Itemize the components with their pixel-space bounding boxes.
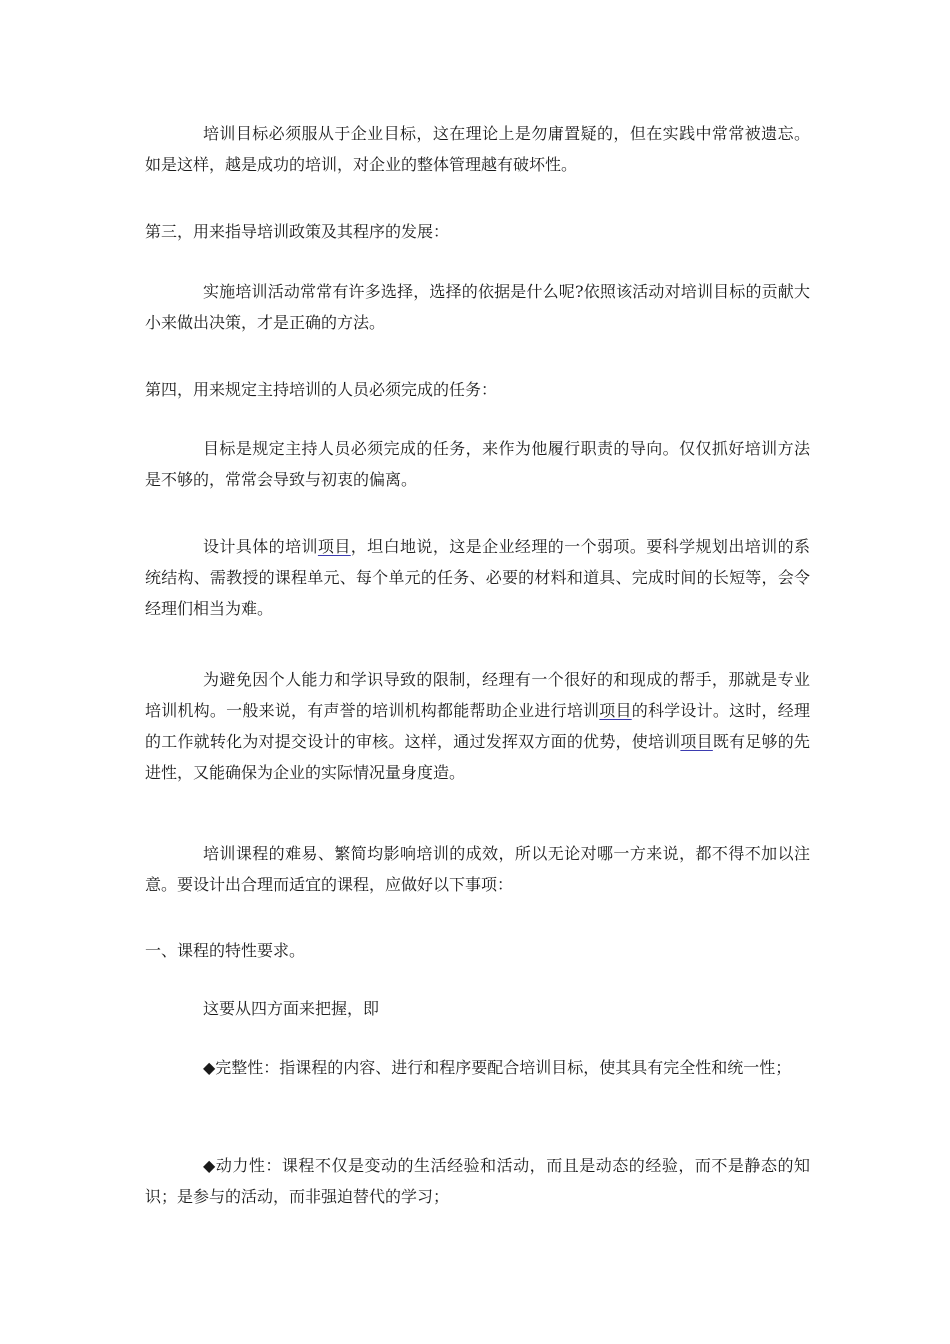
project-link[interactable]: 项目 <box>599 701 632 720</box>
project-link[interactable]: 项目 <box>317 537 351 556</box>
bullet-completeness: ◆完整性：指课程的内容、进行和程序要配合培训目标，使其具有完全性和统一性； <box>203 1058 792 1077</box>
text-segment: 设计具体的培训 <box>203 537 318 556</box>
heading-course-characteristics: 一、课程的特性要求。 <box>145 941 306 960</box>
paragraph-training-goals: 培训目标必须服从于企业目标，这在理论上是勿庸置疑的，但在实践中常常被遗忘。如是这样，越是成功的培训，对企业的整体管理越有破坏性。 <box>145 124 810 174</box>
heading-third-point: 第三，用来指导培训政策及其程序的发展： <box>145 222 450 241</box>
paragraph-training-choices: 实施培训活动常常有许多选择，选择的依据是什么呢?依照该活动对培训目标的贡献大小来做出决策，才是正确的方法。 <box>145 282 810 332</box>
bullet-dynamics: ◆动力性：课程不仅是变动的生活经验和活动，而且是动态的经验，而不是静态的知识；是参与的活动，而非强迫替代的学习； <box>145 1156 810 1206</box>
paragraph-training-agency <box>145 664 810 788</box>
paragraph-project-design <box>145 531 810 624</box>
text-segment: 的科学设计。这时，经理的工作就转化为对提交设计的审核。这样，通过发挥双方面的优势，使培训 <box>145 701 810 751</box>
project-link[interactable]: 项目 <box>680 732 713 751</box>
text-segment: 为避免因个人能力和学识导致的限制，经理有一个很好的和现成的帮手，那就是专业培训机构。一般来说，有声誉的培训机构都能帮助企业进行培训 <box>145 670 810 720</box>
paragraph-host-tasks: 目标是规定主持人员必须完成的任务，来作为他履行职责的导向。仅仅抓好培训方法是不够的，常常会导致与初衷的偏离。 <box>145 439 810 489</box>
heading-fourth-point: 第四，用来规定主持培训的人员必须完成的任务： <box>145 380 498 399</box>
paragraph-four-aspects: 这要从四方面来把握，即 <box>203 999 380 1018</box>
text-segment: ，坦白地说，这是企业经理的一个弱项。要科学规划出培训的系统结构、需教授的课程单元、每个单元的任务、必要的材料和道具、完成时间的长短等，会令经理们相当为难。 <box>145 537 810 618</box>
paragraph-course-difficulty: 培训课程的难易、繁简均影响培训的成效，所以无论对哪一方来说，都不得不加以注意。要设计出合理而适宜的课程，应做好以下事项： <box>145 844 810 894</box>
text-segment: 既有足够的先进性，又能确保为企业的实际情况量身度造。 <box>145 732 810 782</box>
